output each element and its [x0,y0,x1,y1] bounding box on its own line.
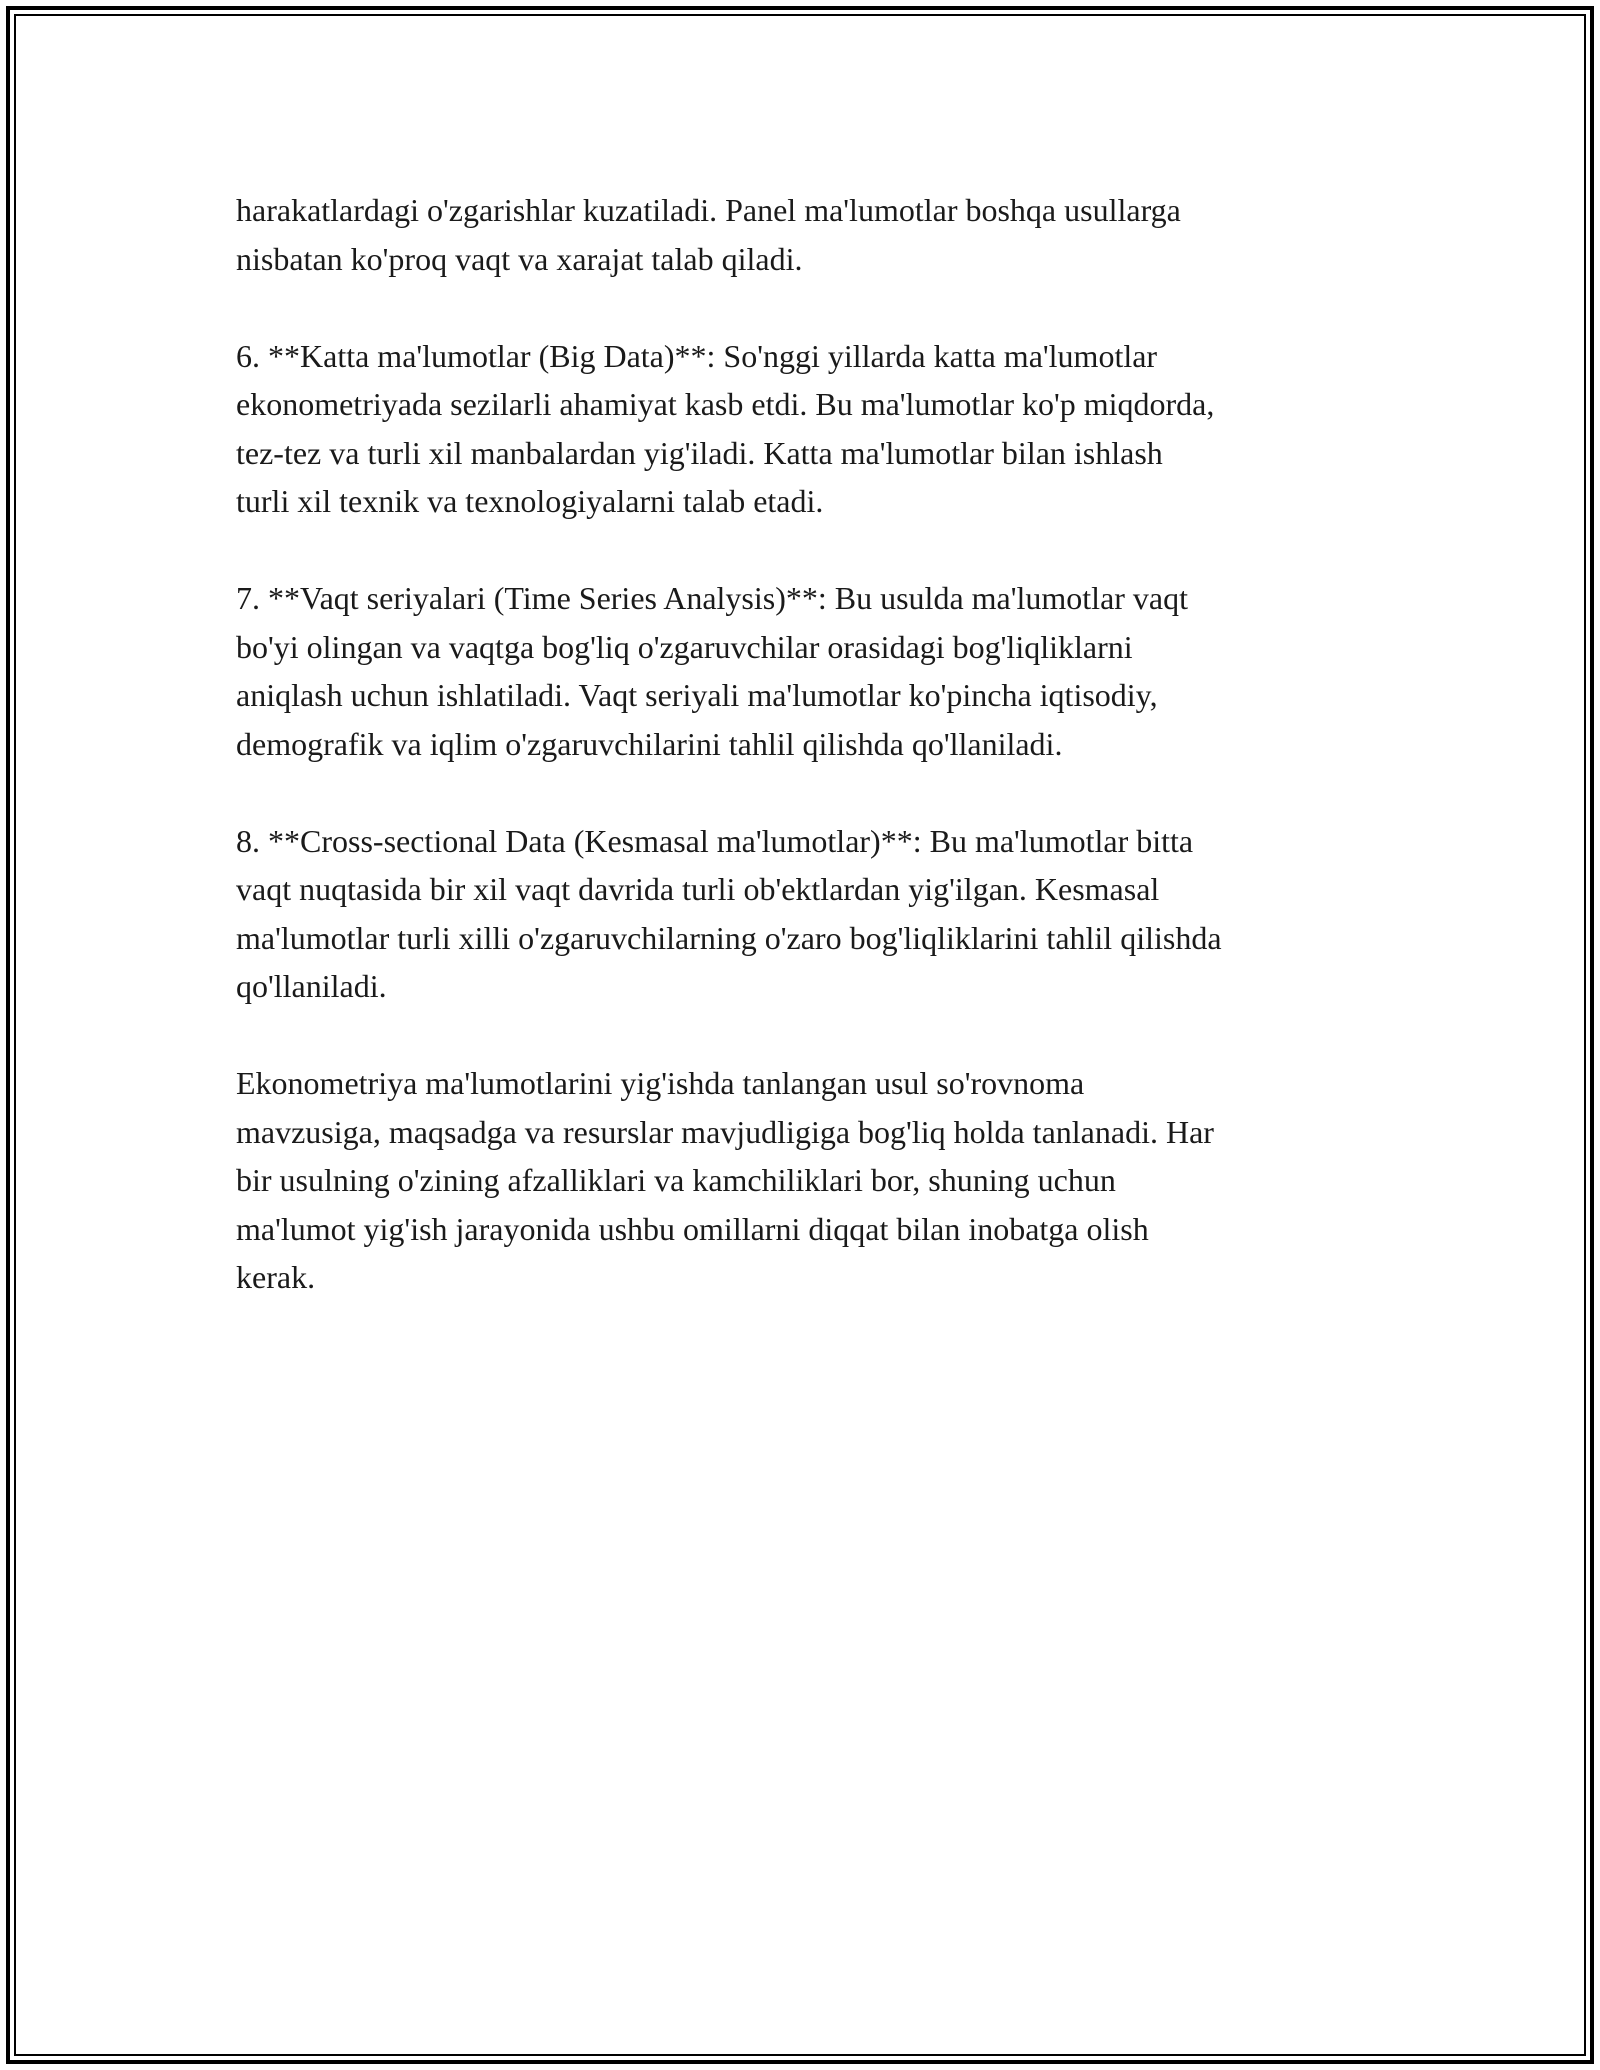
paragraph-big-data: 6. **Katta ma'lumotlar (Big Data)**: So'nggi yillarda katta ma'lumotlar ekonometriyada sezilarli ahamiyat kasb etdi. Bu ma'lumotlar ko'p miqdorda, tez-tez va turli xil manbalardan yig'iladi. Katta ma'lumotlar bilan ishlash turli xil texnik va texnologiyalarni talab etadi. [236,337,1215,519]
paragraph-panel-data-continuation: harakatlardagi o'zgarishlar kuzatiladi. Panel ma'lumotlar boshqa usullarga nisbatan ko'proq vaqt va xarajat talab qiladi. [236,192,1181,277]
document-body [236,186,1376,1302]
paragraph-time-series: 7. **Vaqt seriyalari (Time Series Analysis)**: Bu usulda ma'lumotlar vaqt bo'yi olingan va vaqtga bog'liq o'zgaruvchilar orasidagi bog'liqliklarni aniqlash uchun ishlatiladi. Vaqt seriyali ma'lumotlar ko'pincha iqtisodiy, demografik va iqlim o'zgaruvchilarini tahlil qilishda qo'llaniladi. [236,580,1189,762]
paragraph-conclusion: Ekonometriya ma'lumotlarini yig'ishda tanlangan usul so'rovnoma mavzusiga, maqsadga va resurslar mavjudligiga bog'liq holda tanlanadi. Har bir usulning o'zining afzalliklari va kamchiliklari bor, shuning uchun ma'lumot yig'ish jarayonida ushbu omillarni diqqat bilan inobatga olish kerak. [236,1065,1214,1295]
paragraph-cross-sectional: 8. **Cross-sectional Data (Kesmasal ma'lumotlar)**: Bu ma'lumotlar bitta vaqt nuqtasida bir xil vaqt davrida turli ob'ektlardan yig'ilgan. Kesmasal ma'lumotlar turli xilli o'zgaruvchilarning o'zaro bog'liqliklarini tahlil qilishda qo'llaniladi. [236,822,1222,1004]
